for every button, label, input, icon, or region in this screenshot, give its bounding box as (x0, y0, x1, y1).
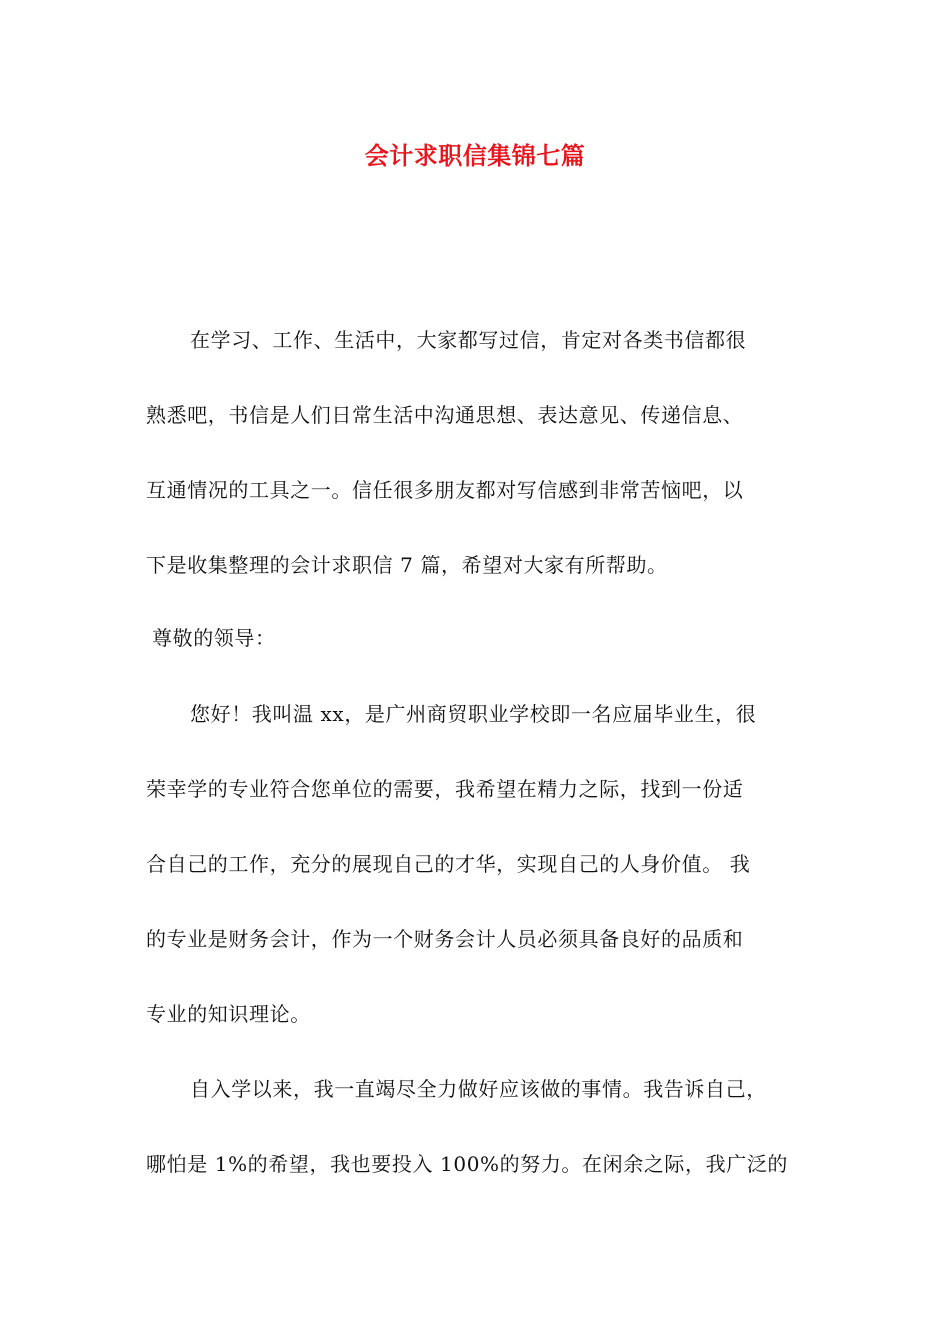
document-title: 会计求职信集锦七篇 (364, 141, 586, 170)
paragraph-line: 熟悉吧，书信是人们日常生活中沟通思想、表达意见、传递信息、 (146, 403, 744, 427)
paragraph-line: 互通情况的工具之一。信任很多朋友都对写信感到非常苦恼吧，以 (146, 478, 744, 502)
paragraph-line: 合自己的工作，充分的展现自己的才华，实现自己的人身价值。 我 (146, 852, 751, 876)
paragraph-line: 自入学以来，我一直竭尽全力做好应该做的事情。我告诉自己， (190, 1077, 767, 1101)
paragraph-line: 专业的知识理论。 (146, 1002, 311, 1026)
paragraph-line: 荣幸学的专业符合您单位的需要，我希望在精力之际，找到一份适 (146, 777, 744, 801)
paragraph-line: 的专业是财务会计，作为一个财务会计人员必须具备良好的品质和 (146, 927, 744, 951)
paragraph-line: 在学习、工作、生活中，大家都写过信，肯定对各类书信都很 (190, 328, 747, 352)
salutation: 尊敬的领导： (152, 626, 276, 650)
paragraph-line: 哪怕是 1%的希望，我也要投入 100%的努力。在闲余之际，我广泛的 (146, 1152, 789, 1176)
paragraph-line: 下是收集整理的会计求职信 7 篇，希望对大家有所帮助。 (146, 553, 668, 577)
paragraph-line: 您好！我叫温 xx，是广州商贸职业学校即一名应届毕业生，很 (190, 702, 757, 726)
